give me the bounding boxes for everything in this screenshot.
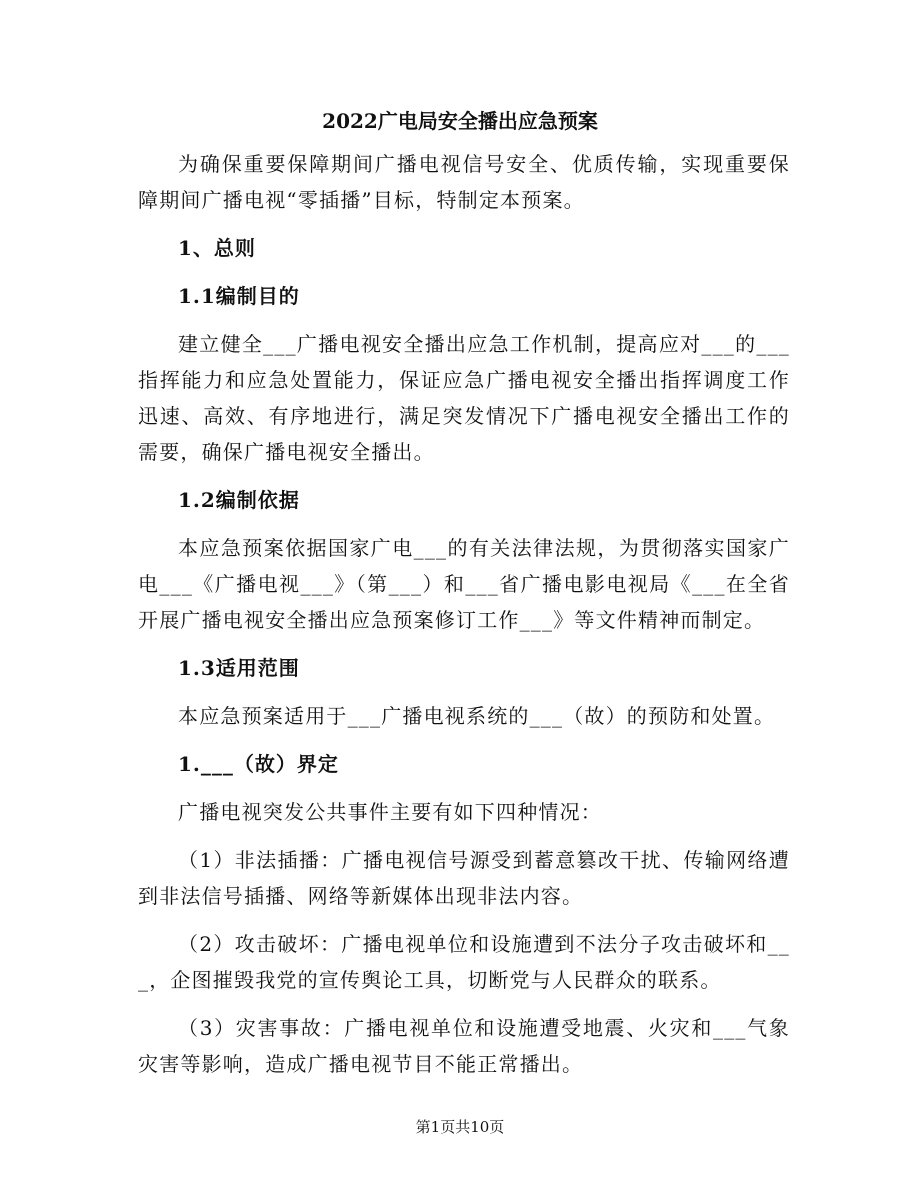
case-2-paragraph: （2）攻击破坏：广播电视单位和设施遭到不法分子攻击破坏和___，企图摧毁我党的宣传舆论工具，切断党与人民群众的联系。 bbox=[138, 932, 790, 992]
page-number-footer: 第1页共10页 bbox=[415, 1118, 505, 1136]
section-heading-1-3: 1.3适用范围 bbox=[178, 656, 300, 680]
scope-paragraph: 本应急预案适用于___广播电视系统的___（故）的预防和处置。 bbox=[178, 704, 776, 728]
section-heading-1: 1、总则 bbox=[178, 236, 256, 260]
document-title: 2022广电局安全播出应急预案 bbox=[322, 109, 598, 133]
intro-paragraph: 为确保重要保障期间广播电视信号安全、优质传输，实现重要保障期间广播电视“零插播”目标，特制定本预案。 bbox=[138, 152, 790, 212]
case-3-paragraph: （3）灾害事故：广播电视单位和设施遭受地震、火灾和___气象灾害等影响，造成广播电视节目不能正常播出。 bbox=[138, 1016, 790, 1076]
definition-paragraph: 广播电视突发公共事件主要有如下四种情况： bbox=[178, 800, 602, 824]
case-1-paragraph: （1）非法插播：广播电视信号源受到蓄意篡改干扰、传输网络遭到非法信号插播、网络等新媒体出现非法内容。 bbox=[138, 848, 790, 908]
section-heading-1-4: 1.___（故）界定 bbox=[178, 752, 339, 776]
document-body bbox=[138, 146, 790, 1094]
section-heading-1-1: 1.1编制目的 bbox=[178, 284, 300, 308]
section-heading-1-2: 1.2编制依据 bbox=[178, 488, 300, 512]
purpose-paragraph: 建立健全___广播电视安全播出应急工作机制，提高应对___的___指挥能力和应急处置能力，保证应急广播电视安全播出指挥调度工作迅速、高效、有序地进行，满足突发情况下广播电视安全播出工作的需要，确保广播电视安全播出。 bbox=[138, 332, 790, 464]
basis-paragraph: 本应急预案依据国家广电___的有关法律法规，为贯彻落实国家广电___《广播电视___》（第___）和___省广播电影电视局《___在全省开展广播电视安全播出应急预案修订工作___》等文件精神而制定。 bbox=[138, 536, 790, 632]
